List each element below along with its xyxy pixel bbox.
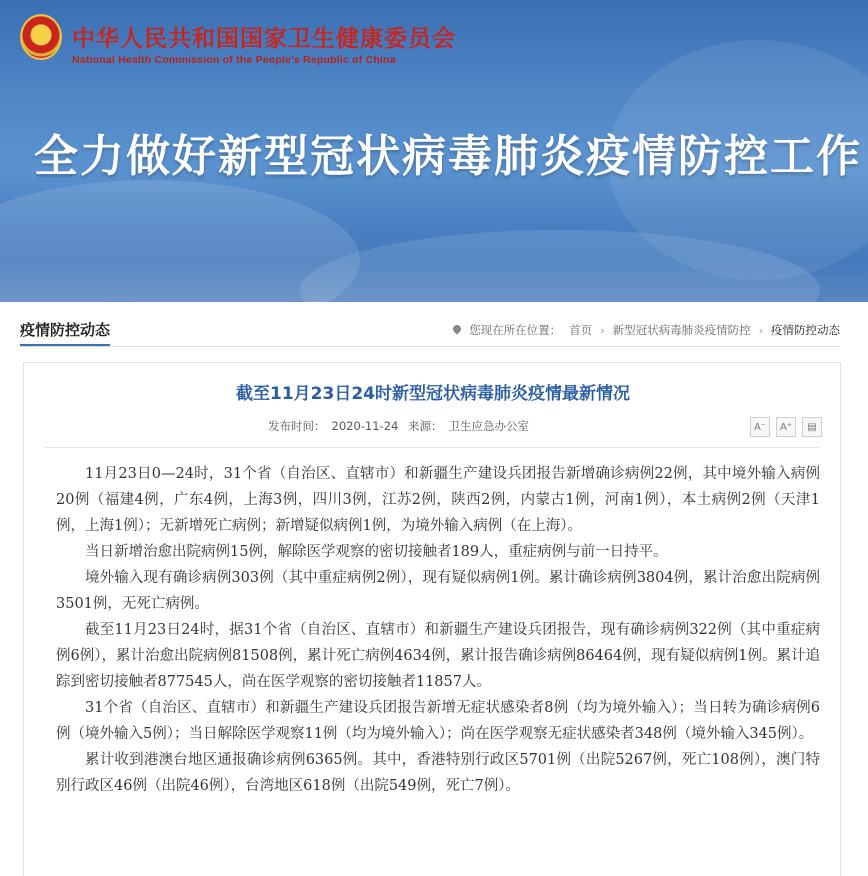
divider xyxy=(20,346,840,347)
article-paragraph: 11月23日0—24时，31个省（自治区、直辖市）和新疆生产建设兵团报告新增确诊病例22例，其中境外输入病例20例（福建4例，广东4例，上海3例，四川3例，江苏2例，陕西2例，内蒙古1例，河南1例），本土病例2例（天津1例，上海1例）；无新增死亡病例；新增疑似病例1例，为境外输入病例（在上海）。 xyxy=(56,466,820,534)
breadcrumb-covid-link[interactable]: 新型冠状病毒肺炎疫情防控 xyxy=(612,323,751,337)
breadcrumb-home-link[interactable]: 首页 xyxy=(569,323,593,337)
article-meta xyxy=(268,418,535,434)
breadcrumb xyxy=(453,322,840,338)
org-name-cn[interactable]: 中华人民共和国国家卫生健康委员会 xyxy=(72,25,456,52)
article-paragraph: 当日新增治愈出院病例15例，解除医学观察的密切接触者189人，重症病例与前一日持平。 xyxy=(85,544,668,560)
header-banner xyxy=(0,0,868,302)
banner-decoration xyxy=(0,262,868,302)
article-paragraph: 境外输入现有确诊病例303例（其中重症病例2例），现有疑似病例1例。累计确诊病例3804例，累计治愈出院病例3501例，无死亡病例。 xyxy=(56,570,820,612)
article-tools xyxy=(750,417,822,437)
location-pin-icon xyxy=(453,325,461,336)
article-source: 卫生应急办公室 xyxy=(448,419,529,433)
font-decrease-icon[interactable]: A⁻ xyxy=(750,417,770,437)
article-paragraph: 31个省（自治区、直辖市）和新疆生产建设兵团报告新增无症状感染者8例（均为境外输入）；当日转为确诊病例6例（境外输入5例）；当日解除医学观察11例（均为境外输入）；尚在医学观察无症状感染者348例（境外输入345例）。 xyxy=(56,700,820,742)
org-name-en: National Health Commission of the People's Republic of China xyxy=(72,54,396,66)
font-increase-icon[interactable]: A⁺ xyxy=(776,417,796,437)
breadcrumb-separator-icon: › xyxy=(758,323,763,337)
article-paragraph: 截至11月23日24时，据31个省（自治区、直辖市）和新疆生产建设兵团报告，现有确诊病例322例（其中重症病例6例），累计治愈出院病例81508例，累计死亡病例4634例，累计报告确诊病例86464例，现有疑似病例1例。累计追踪到密切接触者877545人，尚在医学观察的密切接触者11857人。 xyxy=(56,622,820,690)
breadcrumb-separator-icon: › xyxy=(600,323,605,337)
article-card xyxy=(23,362,841,876)
article-body xyxy=(56,461,820,799)
source-label: 来源： xyxy=(408,419,443,433)
breadcrumb-prefix: 您现在所在位置： xyxy=(469,323,562,337)
national-emblem-icon[interactable]: ★ xyxy=(20,14,62,60)
article-paragraph: 累计收到港澳台地区通报确诊病例6365例。其中，香港特别行政区5701例（出院5267例，死亡108例），澳门特别行政区46例（出院46例），台湾地区618例（出院549例，死亡7例）。 xyxy=(56,752,820,794)
breadcrumb-current[interactable]: 疫情防控动态 xyxy=(771,323,840,337)
print-icon[interactable]: ▤ xyxy=(802,417,822,437)
section-title: 疫情防控动态 xyxy=(20,319,110,346)
publish-date: 2020-11-24 xyxy=(331,419,399,433)
divider xyxy=(44,447,820,448)
date-label: 发布时间： xyxy=(268,419,326,433)
banner-slogan: 全力做好新型冠状病毒肺炎疫情防控工作 xyxy=(34,131,862,182)
article-title: 截至11月23日24时新型冠状病毒肺炎疫情最新情况 xyxy=(236,384,630,404)
